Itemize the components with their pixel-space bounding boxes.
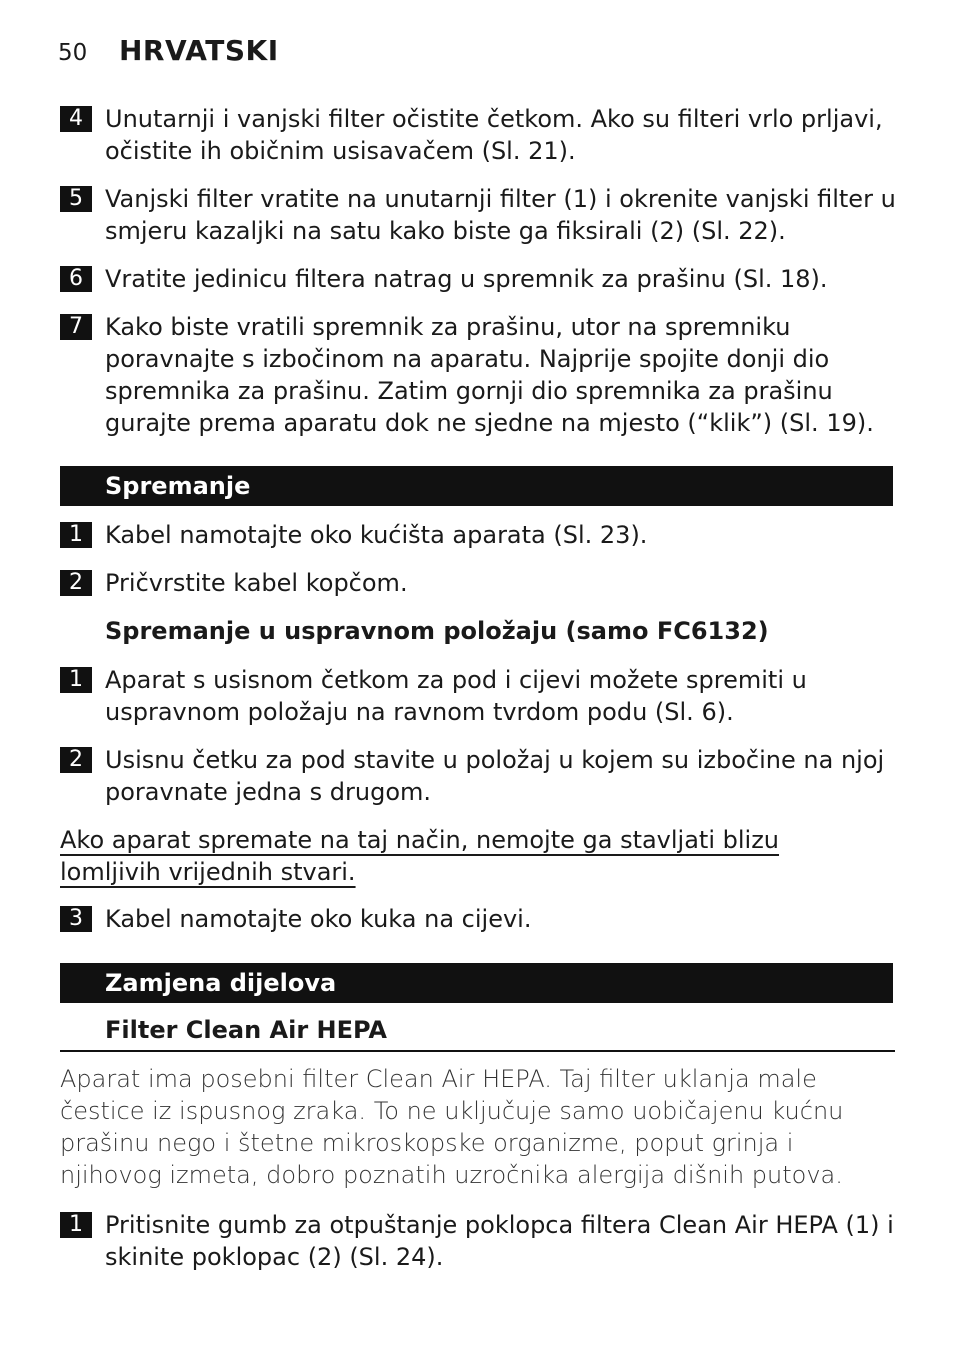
subheading-upright: Spremanje u uspravnom položaju (samo FC6132): [105, 617, 769, 645]
step-number: 2: [60, 747, 92, 773]
step-number: 5: [60, 186, 92, 212]
step-text: Pritisnite gumb za otpuštanje poklopca filtera Clean Air HEPA (1) i skinite poklopac (2) (Sl. 24).: [105, 1211, 894, 1271]
step-number: 6: [60, 266, 92, 292]
section-title: Spremanje: [105, 472, 251, 500]
subheading-hepa: Filter Clean Air HEPA: [105, 1016, 387, 1044]
section-title: Zamjena dijelova: [105, 969, 337, 997]
step-text: Kako biste vratili spremnik za prašinu, utor na spremniku poravnajte s izbočinom na aparatu. Najprije spojite donji dio spremnika za prašinu. Zatim gornji dio spremnika za prašinu gurajte prema aparatu dok ne sjedne na mjesto (“klik”) (Sl. 19).: [105, 313, 874, 437]
step-number: 1: [60, 1212, 92, 1238]
section-bar-storage: [60, 466, 893, 506]
step-number: 1: [60, 667, 92, 693]
section-bar-replacement: [60, 963, 893, 1003]
step-text: Usisnu četku za pod stavite u položaj u kojem su izbočine na njoj poravnate jedna s drugom.: [105, 746, 885, 806]
hepa-description: Aparat ima posebni filter Clean Air HEPA. Taj filter uklanja male čestice iz ispusnog zraka. To ne uključuje samo uobičajenu kućnu prašinu nego i štetne mikroskopske organizme, poput grinja i njihovog izmeta, dobro poznatih uzročnika alergija dišnih putova.: [60, 1065, 844, 1189]
step-text: Vanjski filter vratite na unutarnji filter (1) i okrenite vanjski filter u smjeru kazaljki na satu kako biste ga fiksirali (2) (Sl. 22).: [105, 185, 896, 245]
divider: [60, 1050, 895, 1052]
language-title: HRVATSKI: [119, 34, 279, 67]
step-number: 3: [60, 906, 92, 932]
step-text: Kabel namotajte oko kuka na cijevi.: [105, 905, 532, 933]
step-number: 2: [60, 570, 92, 596]
step-number: 1: [60, 522, 92, 548]
step-text: Unutarnji i vanjski filter očistite četkom. Ako su filteri vrlo prljavi, očistite ih običnim usisavačem (Sl. 21).: [105, 105, 883, 165]
step-number: 4: [60, 106, 92, 132]
step-text: Kabel namotajte oko kućišta aparata (Sl. 23).: [105, 521, 648, 549]
step-text: Pričvrstite kabel kopčom.: [105, 569, 408, 597]
step-text: Vratite jedinicu filtera natrag u spremnik za prašinu (Sl. 18).: [105, 265, 828, 293]
step-text: Aparat s usisnom četkom za pod i cijevi možete spremiti u uspravnom položaju na ravnom tvrdom podu (Sl. 6).: [105, 666, 807, 726]
page-number: 50: [58, 40, 88, 66]
step-number: 7: [60, 314, 92, 340]
storage-note: Ako aparat spremate na taj način, nemojte ga stavljati blizu lomljivih vrijednih stvari.: [60, 826, 780, 886]
